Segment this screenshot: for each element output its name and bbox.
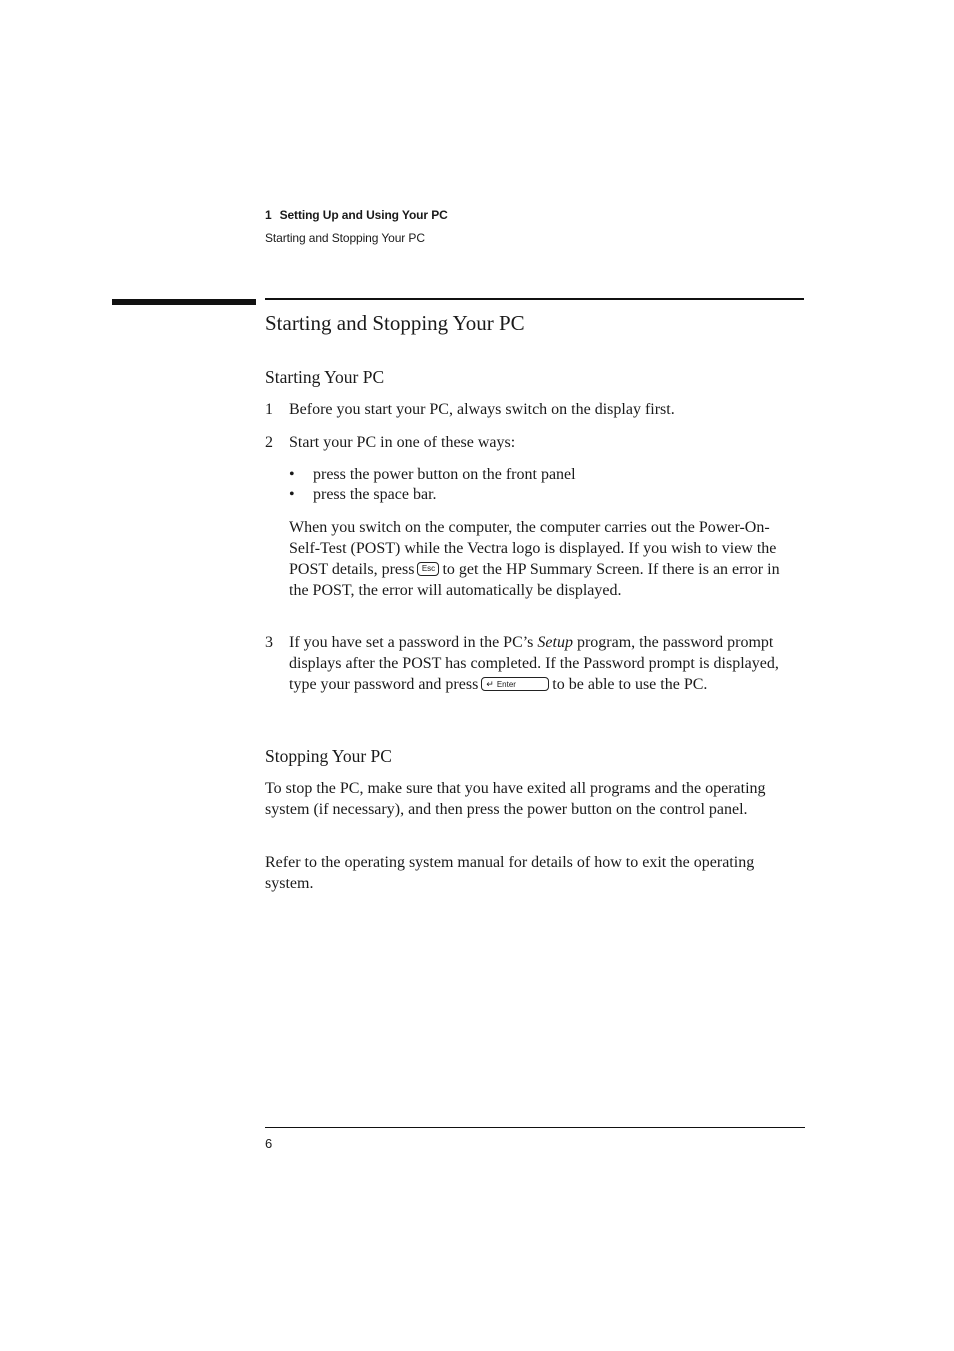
chapter-title: Setting Up and Using Your PC: [279, 208, 448, 222]
page-number: 6: [265, 1136, 273, 1151]
step-1-text: Before you start your PC, always switch on the display first.: [289, 401, 675, 418]
post-paragraph: [289, 517, 794, 601]
chapter-number: 1: [265, 208, 272, 222]
step-1-number: 1: [265, 401, 273, 418]
setup-program-name: Setup: [537, 634, 573, 651]
running-header-chapter: [265, 208, 448, 222]
stopping-paragraph-2: Refer to the operating system manual for details of how to exit the operating system.: [265, 854, 755, 892]
enter-arrow-icon: ↵: [486, 679, 494, 690]
stopping-heading: Stopping Your PC: [265, 746, 392, 766]
section-title: Starting and Stopping Your PC: [265, 311, 525, 335]
enter-key: ↵ Enter: [481, 677, 549, 691]
step-3-text: If you have set a password in the PC’s Setup program, the password prompt displays after the POST has completed. If the Password prompt is displayed, type your password and press ↵ Enter to be able to use the PC.: [289, 634, 779, 693]
footer-rule: [265, 1127, 805, 1128]
section-rule-thin: [265, 298, 804, 300]
starting-heading: Starting Your PC: [265, 367, 385, 387]
section-rule-thick: [112, 299, 256, 305]
running-header-section: Starting and Stopping Your PC: [265, 231, 425, 245]
step-2-text: Start your PC in one of these ways:: [289, 434, 516, 451]
bullet-text: press the space bar.: [313, 486, 437, 503]
step-3-number: 3: [265, 634, 273, 651]
post-paragraph-part1: When you switch on the computer, the computer carries out the Power-On-Self-Test (POST) while the Vectra logo is displayed. If you wish to view the POST details, press: [289, 519, 777, 578]
step-2-number: 2: [265, 434, 273, 451]
stopping-paragraph-1: To stop the PC, make sure that you have exited all programs and the operating system (if necessary), and then press the power button on the control panel.: [265, 780, 766, 818]
post-paragraph-part2: to get the HP Summary Screen. If there is an error in the POST, the error will automatically be displayed.: [289, 561, 780, 599]
esc-key: Esc: [417, 562, 439, 576]
bullet-text: press the power button on the front panel: [313, 466, 576, 483]
